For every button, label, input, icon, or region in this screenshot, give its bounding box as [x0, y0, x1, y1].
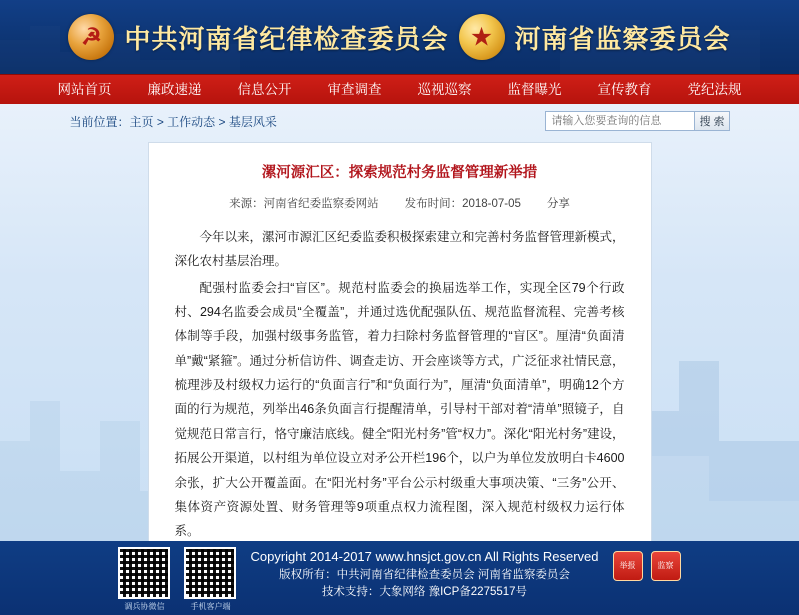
nav-item-information-disclosure[interactable]: 信息公开	[237, 81, 292, 97]
nav-item-inspection[interactable]: 巡视巡察	[417, 81, 472, 97]
search-button[interactable]: 搜 索	[695, 111, 729, 131]
breadcrumb: 当前位置：主页 > 工作动态 > 基层风采	[69, 114, 277, 129]
site-header	[0, 0, 799, 74]
site-title-right: 河南省监察委员会	[514, 23, 731, 54]
nav-item-home[interactable]: 网站首页	[57, 81, 112, 97]
nav-item-publicity-education[interactable]: 宣传教育	[597, 81, 652, 97]
article-publish-time: 发布时间：2018-07-05	[404, 197, 521, 210]
supervision-seal-icon[interactable]: 监察	[651, 551, 681, 581]
qr-wechat[interactable]	[118, 547, 170, 612]
footer-copyright-cn: 版权所有：中共河南省纪律检查委员会 河南省监察委员会	[279, 568, 570, 581]
qr-mobile-caption: 手机客户端	[190, 602, 231, 611]
qr-wechat-caption: 调兵协微信	[124, 602, 165, 611]
report-seal-icon[interactable]: 举报	[613, 551, 643, 581]
share-button[interactable]: 分享	[546, 197, 570, 210]
nav-item-investigation[interactable]: 审查调查	[327, 81, 382, 97]
article-title: 漯河源汇区：探索规范村务监督管理新举措	[261, 165, 538, 181]
party-emblem-icon	[68, 14, 114, 60]
site-title-left: 中共河南省纪律检查委员会	[124, 23, 449, 54]
footer-tech-line: 技术支持：大象网络 豫ICP备2275517号	[321, 585, 528, 598]
nav-item-party-discipline-laws[interactable]: 党纪法规	[687, 81, 742, 97]
footer-copyright-en: Copyright 2014-2017 www.hnsjct.gov.cn All Rights Reserved	[250, 549, 599, 564]
qr-code-icon	[118, 547, 170, 599]
footer-text	[250, 547, 598, 601]
qr-code-icon	[184, 547, 236, 599]
article-source: 来源：河南省纪委监察委网站	[229, 197, 379, 210]
article-body	[175, 225, 625, 541]
article-paragraph: 今年以来，漯河市源汇区纪委监委积极探索建立和完善村务监督管理新模式，深化农村基层治理。	[174, 229, 625, 269]
page-body	[0, 104, 799, 541]
main-navigation	[0, 74, 799, 104]
nav-item-supervision-exposure[interactable]: 监督曝光	[507, 81, 562, 97]
search-box	[545, 111, 729, 131]
article-card	[148, 142, 652, 541]
search-input[interactable]	[545, 111, 695, 131]
national-emblem-icon	[459, 14, 505, 60]
hammer-sickle-glyph: ☭	[81, 23, 102, 50]
breadcrumb-search-row	[70, 104, 730, 138]
qr-mobile-app[interactable]	[184, 547, 236, 612]
site-footer	[0, 541, 799, 615]
article-paragraph: 配强村监委会扫“盲区”。规范村监委会的换届选举工作，实现全区79个行政村、294名监委会成员“全覆盖”，并通过选优配强队伍、规范监督流程、完善考核体制等手段，加强村级事务监管，着力扫除村务监督管理的“盲区”。厘清“负面清单”戴“紧箍”。通过分析信访件、调查走访、开会座谈等方式，广泛征求社情民意，梳理涉及村级权力运行的“负面言行”和“负面行为”，厘清“负面清单”，明确12个方面的行为规范，列举出46条负面言行提醒清单，引导村干部对着“清单”照镜子，自觉规范日常言行，恪守廉洁底线。健全“阳光村务”管“权力”。深化“阳光村务”建设，拓展公开渠道，以村组为单位设立对矛公开栏196个，以户为单位发放明白卡4600余张，扩大公开覆盖面。在“阳光村务”平台公示村级重大事项决策、“三务”公开、集体资产资源处置、财务管理等9项重点权力流程图，深入规范村级权力运行体系。	[174, 280, 625, 539]
article-meta	[175, 195, 625, 211]
footer-seals	[613, 547, 681, 581]
nav-item-clean-government[interactable]: 廉政速递	[147, 81, 202, 97]
star-glyph: ★	[469, 21, 494, 52]
